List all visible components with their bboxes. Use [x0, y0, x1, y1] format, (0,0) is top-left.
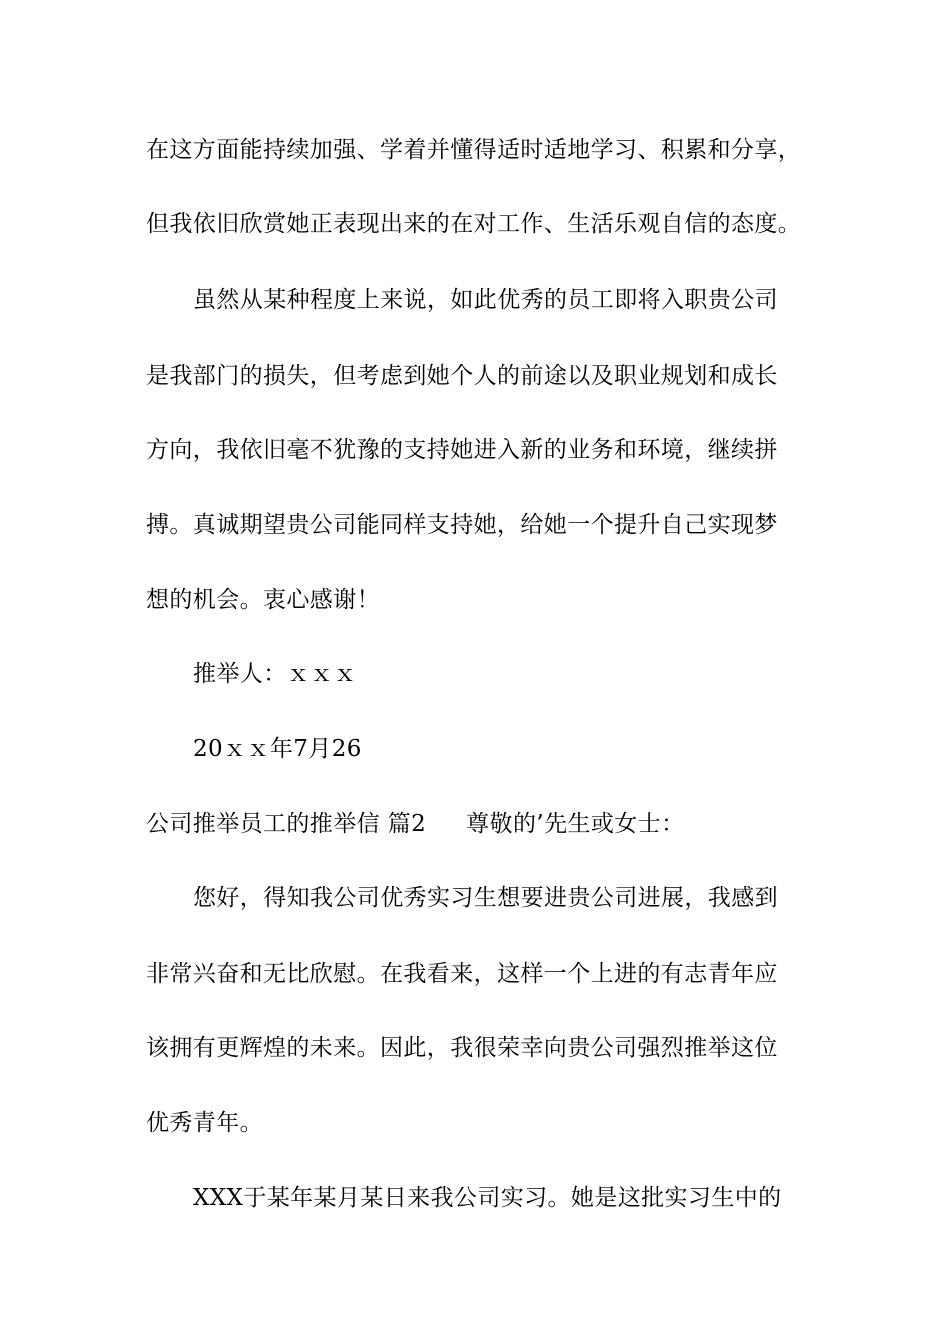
- paragraph-line-1: 在这方面能持续加强、学着并懂得适时适地学习、积累和分享，: [146, 137, 802, 163]
- signer-line: 推举人：ｘｘｘ: [193, 661, 357, 687]
- paragraph-line-8: 您好，得知我公司优秀实习生想要进贵公司进展，我感到: [193, 885, 778, 911]
- section-heading-line: [146, 809, 684, 839]
- paragraph-line-3: 虽然从某种程度上来说，如此优秀的员工即将入职贵公司: [193, 287, 778, 313]
- paragraph-line-10: 该拥有更辉煌的未来。因此，我很荣幸向贵公司强烈推举这位: [146, 1035, 778, 1061]
- paragraph-line-4: 是我部门的损失，但考虑到她个人的前途以及职业规划和成长: [146, 363, 778, 389]
- paragraph-line-6: 搏。真诚期望贵公司能同样支持她，给她一个提升自己实现梦: [146, 512, 778, 538]
- paragraph-line-5: 方向，我依旧毫不犹豫的支持她进入新的业务和环境，继续拼: [146, 437, 778, 463]
- paragraph-line-7: 想的机会。衷心感谢！: [146, 587, 380, 613]
- paragraph-line-9: 非常兴奋和无比欣慰。在我看来，这样一个上进的有志青年应: [146, 961, 778, 987]
- section-title: 公司推举员工的推举信 篇2: [146, 811, 427, 837]
- paragraph-line-11: 优秀青年。: [146, 1110, 263, 1136]
- date-line: 20ｘｘ年7月26: [193, 736, 362, 762]
- paragraph-line-2: 但我依旧欣赏她正表现出来的在对工作、生活乐观自信的态度。: [146, 211, 802, 237]
- paragraph-line-12: XXX于某年某月某日来我公司实习。她是这批实习生中的: [193, 1185, 782, 1211]
- salutation: 尊敬的’先生或女士：: [466, 811, 685, 837]
